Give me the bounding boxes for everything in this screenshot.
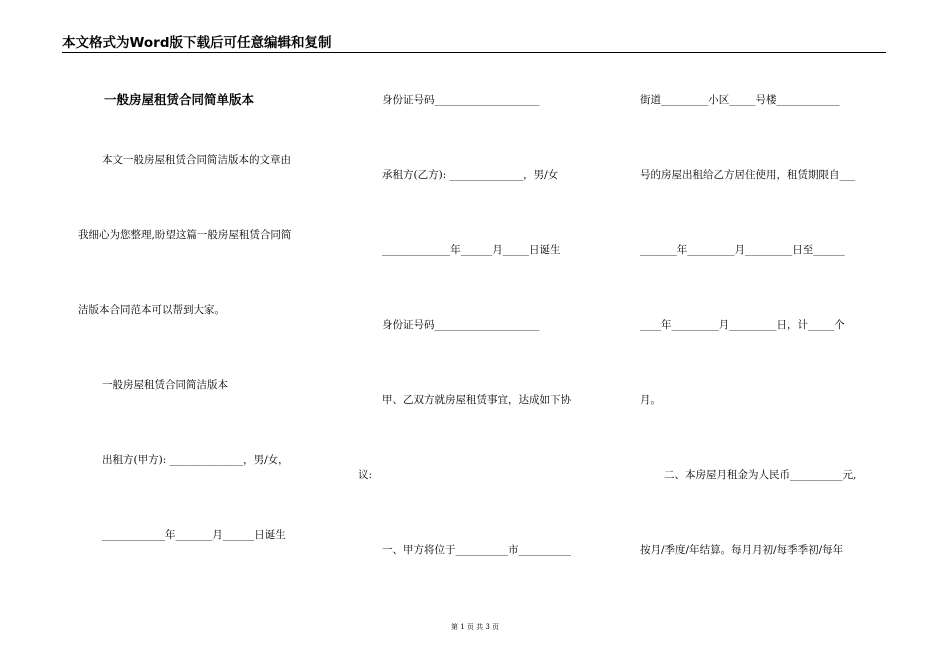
document-title: 一般房屋租赁合同简单版本 (104, 92, 255, 107)
download-format-banner: 本文格式为Word版下载后可任意编辑和复制 (62, 35, 332, 51)
address-line: 街道_________小区_____号楼____________ (640, 94, 840, 106)
lease-start-date-line: _______年_________月_________日至______ (640, 244, 845, 256)
clause-one-line: 一、甲方将位于__________市__________ (382, 544, 571, 556)
section-heading: 一般房屋租赁合同简洁版本 (102, 379, 228, 391)
paragraph-line: 我细心为您整理,盼望这篇一般房屋租赁合同简 (78, 229, 292, 241)
paragraph-line: 本文一般房屋租赁合同简洁版本的文章由 (102, 154, 291, 166)
paragraph-line: 甲、乙双方就房屋租赁事宜，达成如下协 (382, 394, 571, 406)
lessor-id-field: 身份证号码____________________ (382, 94, 540, 106)
lessor-birthdate-field: ____________年_______月______日诞生 (102, 529, 286, 541)
clause-two-rent-line: 二、本房屋月租金为人民币__________元, (664, 469, 857, 481)
lease-end-date-line: ____年_________月_________日，计_____个 (640, 319, 845, 331)
lessee-field: 承租方(乙方): ______________，男/女 (382, 169, 559, 181)
paragraph-line: 月。 (640, 394, 661, 406)
paragraph-line: 洁版本合同范本可以帮到大家。 (78, 304, 225, 316)
lease-term-line: 号的房屋出租给乙方居住使用，租赁期限自___ (640, 169, 856, 181)
page-number: 第 1 页 共 3 页 (450, 623, 500, 631)
lessor-field: 出租方(甲方): ______________，男/女， (102, 454, 289, 466)
payment-schedule-line: 按月/季度/年结算。每月月初/每季季初/每年 (640, 544, 844, 556)
paragraph-line: 议: (358, 469, 373, 481)
lessee-birthdate-field: _____________年______月_____日诞生 (382, 244, 561, 256)
header-divider (62, 52, 886, 53)
lessee-id-field: 身份证号码____________________ (382, 319, 540, 331)
